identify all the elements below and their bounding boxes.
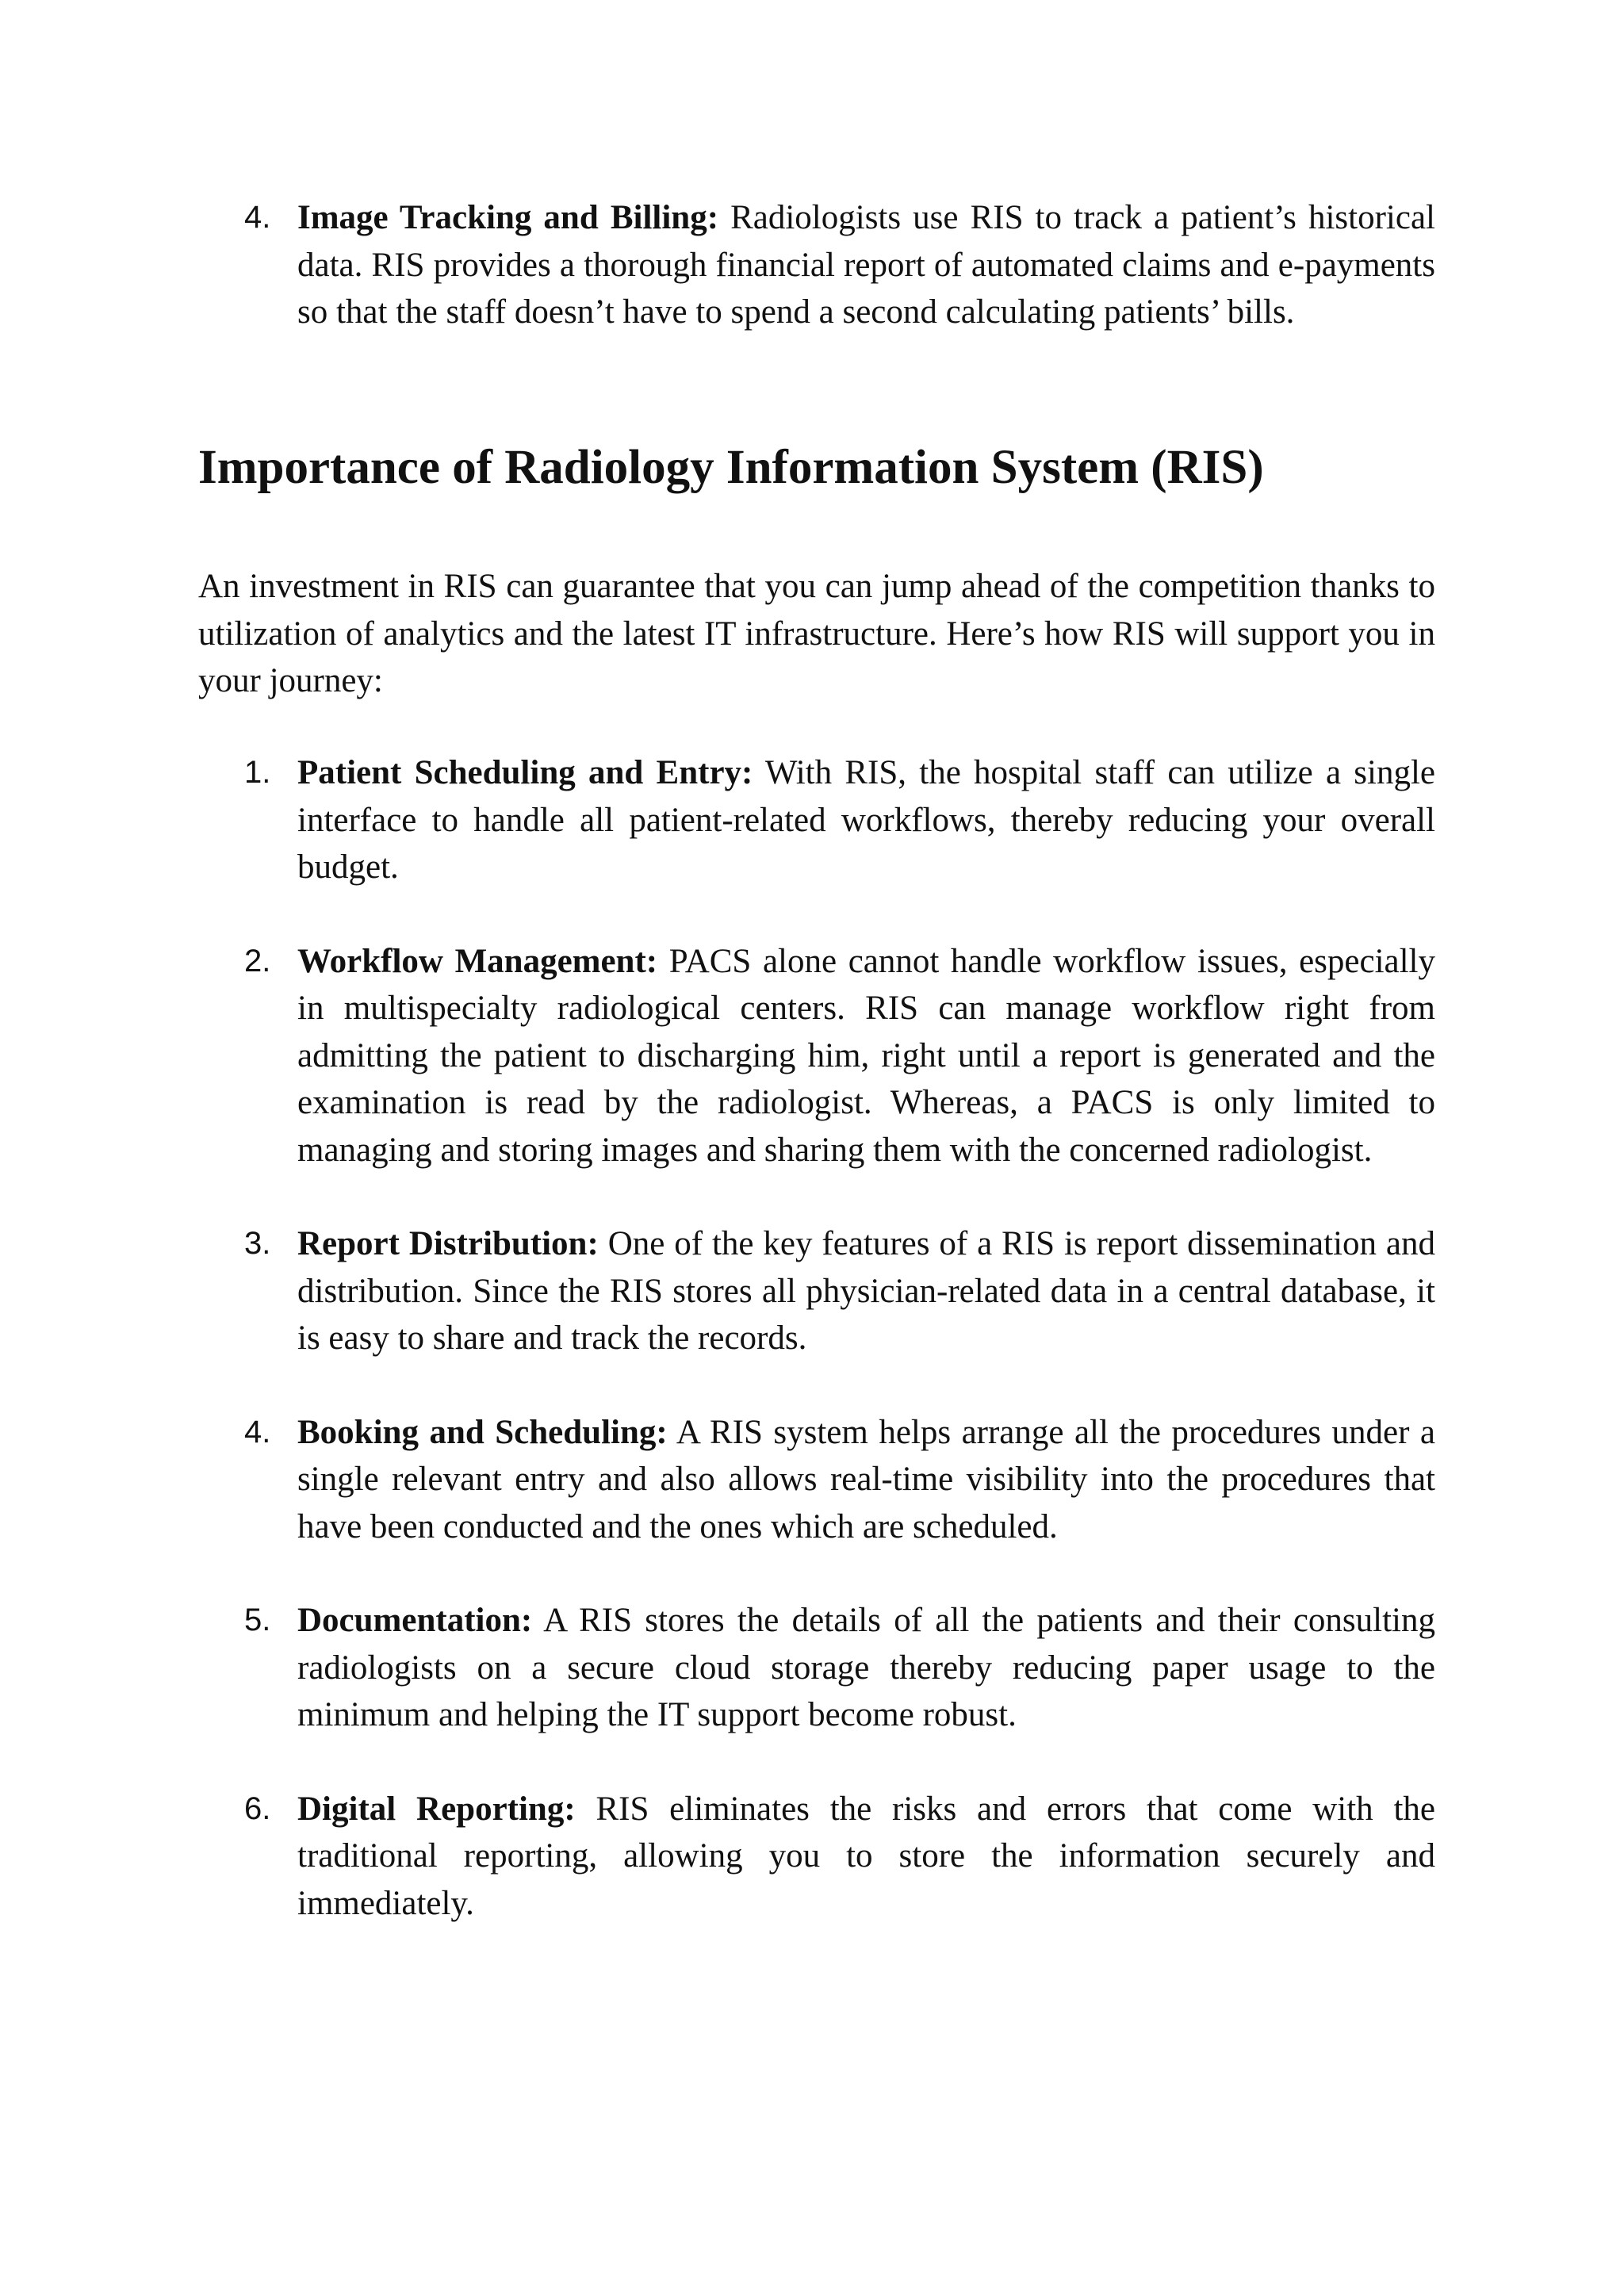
- list-item-term: Image Tracking and Billing:: [297, 199, 719, 236]
- list-item-number: 4.: [244, 200, 271, 235]
- list-item-number: 1.: [244, 755, 271, 790]
- section-heading: Importance of Radiology Information System (RIS): [198, 441, 1264, 494]
- list-item-text: RIS eliminates the risks and errors that come with the traditional reporting, allowing you to store the information securely and immediately.: [297, 1790, 1435, 1922]
- importance-list: [198, 749, 1435, 1974]
- list-item-number: 2.: [244, 943, 271, 978]
- list-item-documentation: [198, 1597, 1435, 1739]
- list-item-number: 6.: [244, 1790, 271, 1826]
- list-item-text: With RIS, the hospital staff can utilize a single interface to handle all patient-related workflows, thereby reducing your overall budget.: [297, 754, 1435, 886]
- list-item-text: PACS alone cannot handle workflow issues, especially in multispecialty radiological centers. RIS can manage workflow right from admitting the patient to discharging him, right until a report is generated and the examination is read by the radiologist. Whereas, a PACS is only limited to managing and storing images and sharing them with the concerned radiologist.: [297, 942, 1435, 1169]
- list-item-number: 5.: [244, 1603, 271, 1637]
- list-item-text: A RIS stores the details of all the patients and their consulting radiologists on a secure cloud storage thereby reducing paper usage to the minimum and helping the IT support become robust.: [297, 1602, 1435, 1733]
- list-item-term: Report Distribution:: [297, 1225, 599, 1262]
- list-item-report-distribution: [198, 1220, 1435, 1362]
- list-item-term: Documentation:: [297, 1602, 533, 1639]
- document-page: [198, 194, 1436, 1922]
- list-item-term: Booking and Scheduling:: [297, 1413, 668, 1451]
- list-item-booking-scheduling: [198, 1409, 1435, 1551]
- list-item-number: 3.: [244, 1226, 271, 1261]
- list-item-number: 4.: [244, 1414, 271, 1450]
- list-item-patient-scheduling: [198, 749, 1435, 891]
- section-intro: An investment in RIS can guarantee that you can jump ahead of the competition thanks to utilization of analytics and the latest IT infrastructure. Here’s how RIS will support you in your journey:: [198, 568, 1435, 699]
- list-item-workflow-management: [198, 938, 1435, 1174]
- list-item-text: One of the key features of a RIS is report dissemination and distribution. Since the RIS stores all physician-related data in a central database, it is easy to share and track the records.: [297, 1225, 1436, 1357]
- list-item-term: Patient Scheduling and Entry:: [297, 754, 753, 791]
- list-item-term: Workflow Management:: [297, 942, 658, 980]
- list-item-digital-reporting: [198, 1786, 1435, 1928]
- list-item-text: A RIS system helps arrange all the procedures under a single relevant entry and also allows real-time visibility into the procedures that have been conducted and the ones which are scheduled.: [297, 1413, 1435, 1545]
- top-list: [198, 194, 1435, 336]
- list-item-term: Digital Reporting:: [297, 1790, 576, 1828]
- list-item-text: Radiologists use RIS to track a patient’s historical data. RIS provides a thorough financial report of automated claims and e-payments so that the staff doesn’t have to spend a second calculating patients’ bills.: [297, 199, 1435, 331]
- list-item-image-tracking: [198, 194, 1435, 336]
